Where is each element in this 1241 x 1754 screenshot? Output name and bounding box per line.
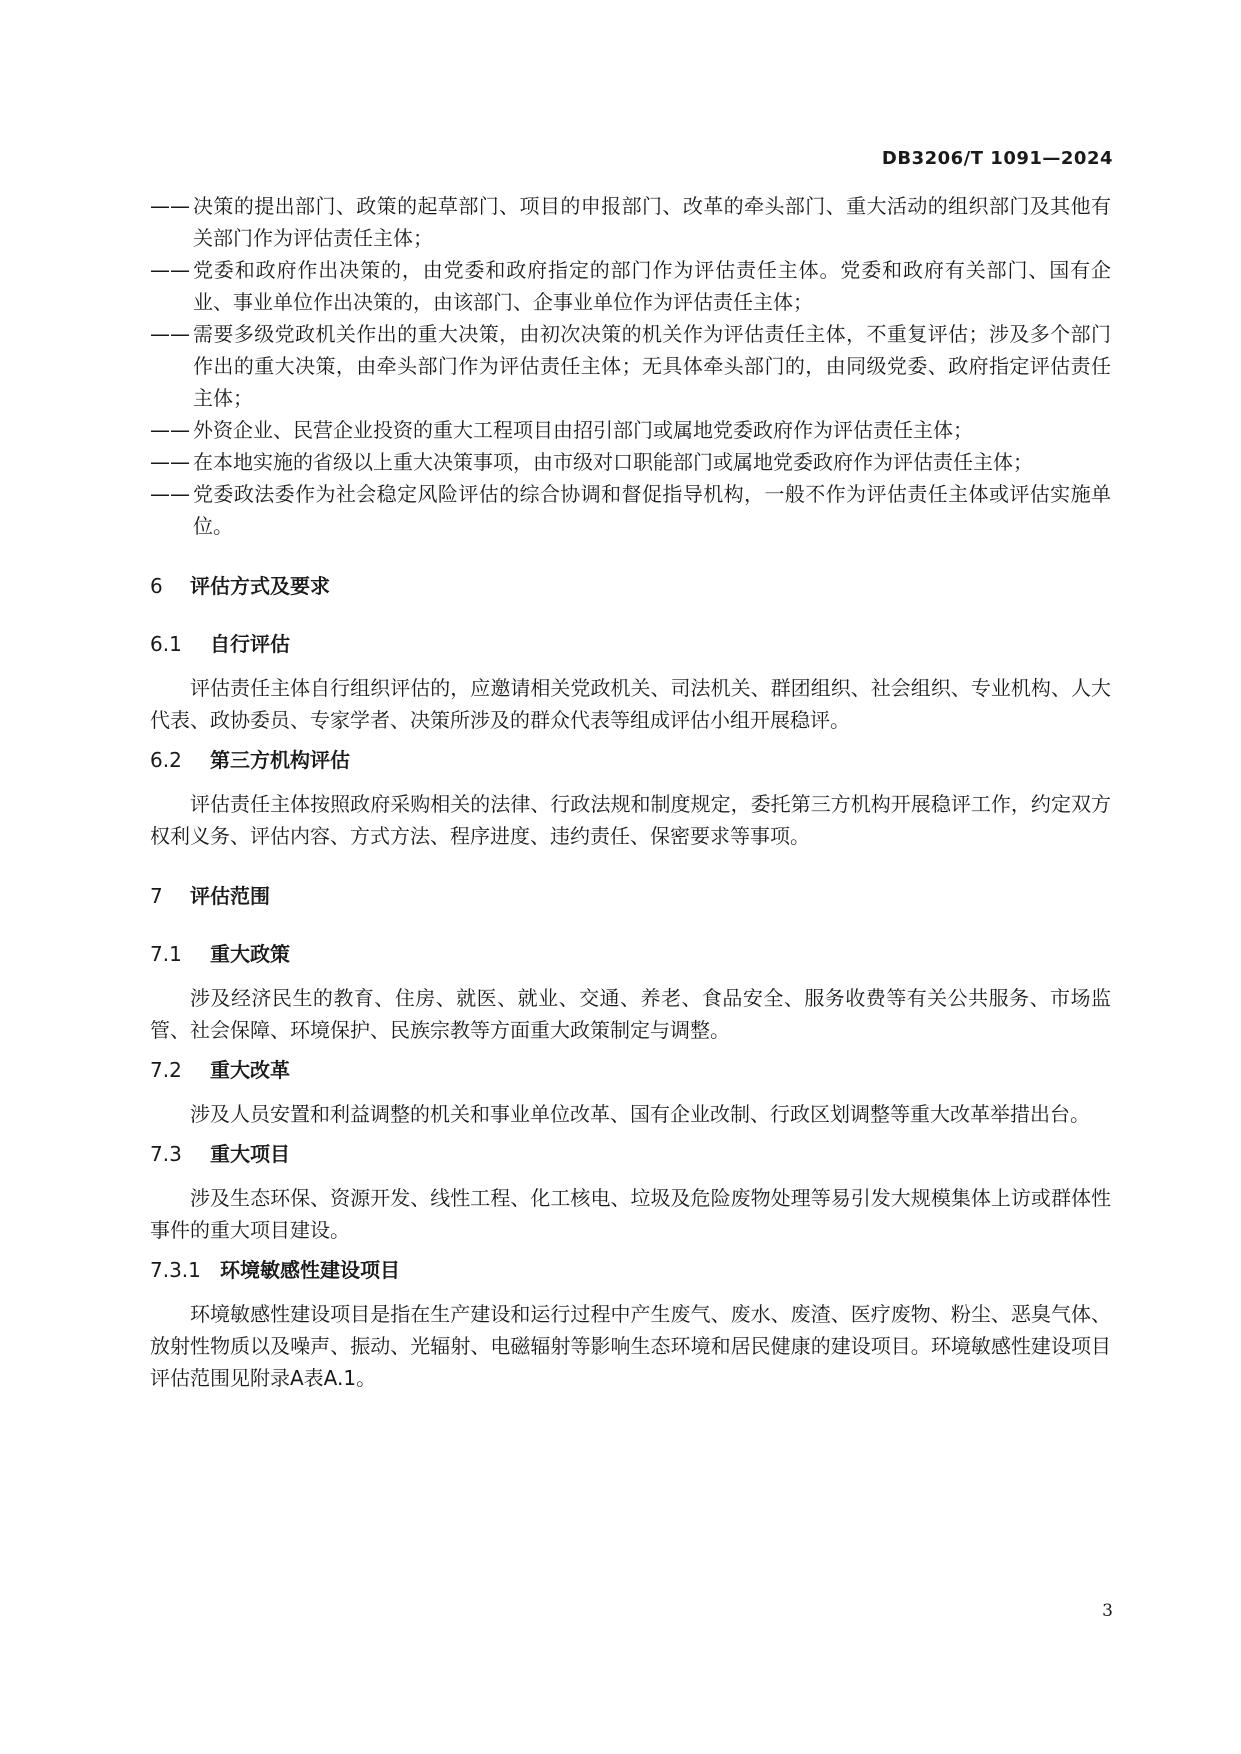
paragraph: 涉及经济民生的教育、住房、就医、就业、交通、养老、食品安全、服务收费等有关公共服务、市场监管、社会保障、环境保护、民族宗教等方面重大政策制定与调整。 bbox=[150, 986, 1111, 1042]
section-title: 环境敏感性建设项目 bbox=[220, 1258, 400, 1282]
section-title: 重大改革 bbox=[210, 1058, 290, 1082]
section-title: 重大项目 bbox=[210, 1142, 290, 1166]
paragraph: 环境敏感性建设项目是指在生产建设和运行过程中产生废气、废水、废渣、医疗废物、粉尘、恶臭气体、放射性物质以及噪声、振动、光辐射、电磁辐射等影响生态环境和居民健康的建设项目。环境敏感性建设项目评估范围见附录A表A.1。 bbox=[150, 1302, 1111, 1390]
list-item bbox=[150, 254, 1111, 318]
section-number: 7.1 bbox=[150, 942, 182, 966]
section-title: 第三方机构评估 bbox=[210, 748, 350, 772]
page-content bbox=[150, 190, 1111, 1394]
section-title: 重大政策 bbox=[210, 942, 290, 966]
page-number: 3 bbox=[1102, 1601, 1113, 1621]
list-item bbox=[150, 414, 1111, 446]
document-code: DB3206/T 1091—2024 bbox=[881, 148, 1113, 169]
section-7-1-heading bbox=[150, 938, 1111, 970]
section-number: 7.3.1 bbox=[150, 1258, 201, 1282]
list-item-text: 党委和政府作出决策的，由党委和政府指定的部门作为评估责任主体。党委和政府有关部门、国有企业、事业单位作出决策的，由该部门、企事业单位作为评估责任主体； bbox=[193, 258, 1111, 314]
list-item bbox=[150, 190, 1111, 254]
dash-marker: —— bbox=[150, 482, 190, 506]
section-number: 7.3 bbox=[150, 1142, 182, 1166]
dash-marker: —— bbox=[150, 450, 190, 474]
dash-marker: —— bbox=[150, 322, 190, 346]
list-item bbox=[150, 478, 1111, 542]
section-number: 7 bbox=[150, 884, 163, 908]
section-7-2-heading bbox=[150, 1054, 1111, 1086]
section-title: 评估范围 bbox=[190, 884, 270, 908]
list-item-text: 在本地实施的省级以上重大决策事项，由市级对口职能部门或属地党委政府作为评估责任主体； bbox=[193, 450, 1033, 474]
section-number: 7.2 bbox=[150, 1058, 182, 1082]
section-number: 6.2 bbox=[150, 748, 182, 772]
section-6-heading bbox=[150, 570, 1111, 602]
dash-marker: —— bbox=[150, 258, 190, 282]
list-item-text: 决策的提出部门、政策的起草部门、项目的申报部门、改革的牵头部门、重大活动的组织部门及其他有关部门作为评估责任主体； bbox=[193, 194, 1111, 250]
paragraph: 涉及人员安置和利益调整的机关和事业单位改革、国有企业改制、行政区划调整等重大改革举措出台。 bbox=[190, 1102, 1090, 1126]
section-7-3-heading bbox=[150, 1138, 1111, 1170]
paragraph: 涉及生态环保、资源开发、线性工程、化工核电、垃圾及危险废物处理等易引发大规模集体上访或群体性事件的重大项目建设。 bbox=[150, 1186, 1111, 1242]
section-7-heading bbox=[150, 880, 1111, 912]
section-number: 6 bbox=[150, 574, 163, 598]
list-item-text: 需要多级党政机关作出的重大决策，由初次决策的机关作为评估责任主体，不重复评估；涉及多个部门作出的重大决策，由牵头部门作为评估责任主体；无具体牵头部门的，由同级党委、政府指定评估责任主体； bbox=[193, 322, 1111, 410]
list-item-text: 党委政法委作为社会稳定风险评估的综合协调和督促指导机构，一般不作为评估责任主体或评估实施单位。 bbox=[193, 482, 1111, 538]
list-item bbox=[150, 318, 1111, 414]
section-6-1-heading bbox=[150, 628, 1111, 660]
section-title: 评估方式及要求 bbox=[190, 574, 330, 598]
section-title: 自行评估 bbox=[210, 632, 290, 656]
list-item-text: 外资企业、民营企业投资的重大工程项目由招引部门或属地党委政府作为评估责任主体； bbox=[193, 418, 973, 442]
dash-marker: —— bbox=[150, 418, 190, 442]
dash-marker: —— bbox=[150, 194, 190, 218]
section-7-3-1-heading bbox=[150, 1254, 1111, 1286]
paragraph: 评估责任主体按照政府采购相关的法律、行政法规和制度规定，委托第三方机构开展稳评工作，约定双方权利义务、评估内容、方式方法、程序进度、违约责任、保密要求等事项。 bbox=[150, 792, 1111, 848]
list-item bbox=[150, 446, 1111, 478]
section-number: 6.1 bbox=[150, 632, 182, 656]
paragraph: 评估责任主体自行组织评估的，应邀请相关党政机关、司法机关、群团组织、社会组织、专业机构、人大代表、政协委员、专家学者、决策所涉及的群众代表等组成评估小组开展稳评。 bbox=[150, 676, 1111, 732]
section-6-2-heading bbox=[150, 744, 1111, 776]
